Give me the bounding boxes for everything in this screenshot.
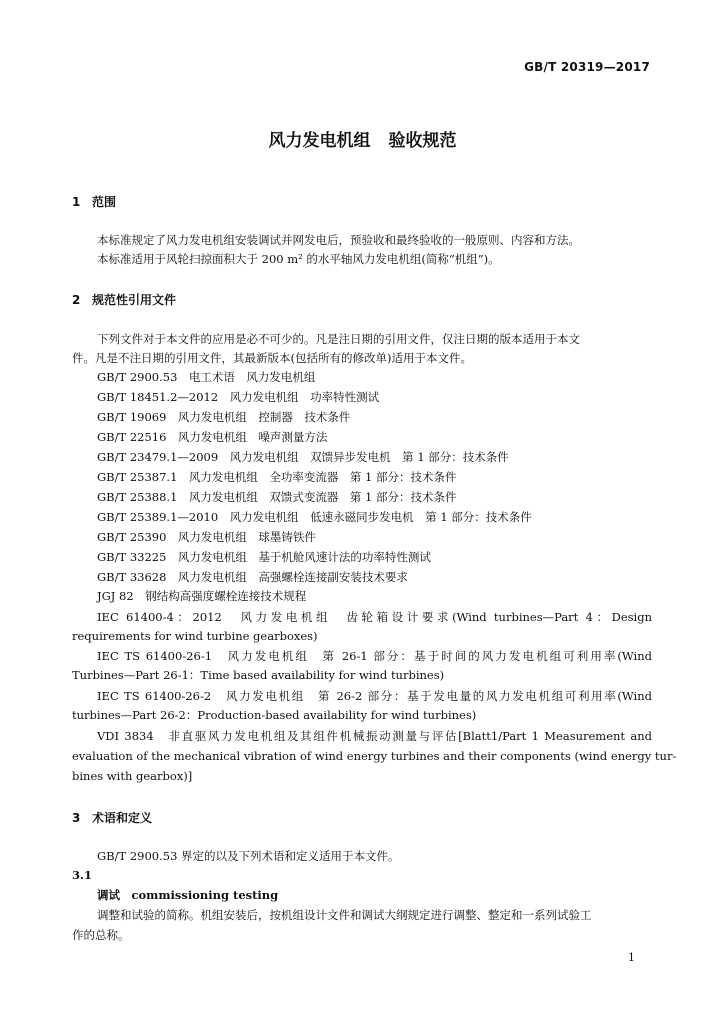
reference-item: GB/T 22516 风力发电机组 噪声测量方法 [97, 430, 328, 444]
scope-paragraph-1: 本标准规定了风力发电机组安装调试并网发电后，预验收和最终验收的一般原则、内容和方法。 [97, 233, 580, 247]
section-title: 术语和定义 [92, 811, 153, 825]
page-number: 1 [628, 951, 635, 964]
reference-item: GB/T 33225 风力发电机组 基于机舱风速计法的功率特性测试 [97, 550, 431, 564]
reference-item-iec-26-2-line-1: IEC TS 61400-26-2 风力发电机组 第 26-2 部分：基于发电量的风力发电机组可利用率(Wind [97, 689, 652, 703]
reference-item: GB/T 25389.1—2010 风力发电机组 低速永磁同步发电机 第 1 部分：技术条件 [97, 510, 532, 524]
reference-item: GB/T 33628 风力发电机组 高强螺栓连接副安装技术要求 [97, 570, 408, 584]
term-number: 3.1 [72, 868, 93, 882]
reference-item-iec-26-2-line-2: turbines—Part 26-2：Production-based availability for wind turbines) [72, 708, 477, 722]
refs-intro-line-2: 件。凡是不注日期的引用文件，其最新版本(包括所有的修改单)适用于本文件。 [72, 351, 472, 365]
reference-item-vdi-3834-line-2: evaluation of the mechanical vibration of wind energy turbines and their components (wind energy tur- [72, 749, 677, 763]
refs-intro-line-1: 下列文件对于本文件的应用是必不可少的。凡是注日期的引用文件，仅注日期的版本适用于本文 [97, 332, 580, 346]
section-2-heading [72, 291, 176, 308]
section-title: 范围 [92, 195, 117, 209]
reference-item-iec-26-1-line-2: Turbines—Part 26-1：Time based availability for wind turbines) [72, 668, 445, 682]
reference-item: GB/T 25390 风力发电机组 球墨铸铁件 [97, 530, 316, 544]
term-label: 调试 commissioning testing [97, 888, 279, 902]
reference-item: GB/T 23479.1—2009 风力发电机组 双馈异步发电机 第 1 部分：技术条件 [97, 450, 509, 464]
reference-item-vdi-3834-line-3: bines with gearbox)] [72, 769, 193, 783]
reference-item: GB/T 19069 风力发电机组 控制器 技术条件 [97, 410, 351, 424]
reference-item: GB/T 18451.2—2012 风力发电机组 功率特性测试 [97, 390, 380, 404]
term-definition-line-2: 作的总称。 [72, 928, 130, 942]
section-1-heading [72, 193, 116, 210]
terms-intro: GB/T 2900.53 界定的以及下列术语和定义适用于本文件。 [97, 849, 400, 863]
section-3-heading [72, 809, 152, 826]
reference-item-iec-61400-4-line-2: requirements for wind turbine gearboxes) [72, 629, 318, 643]
reference-item: GB/T 2900.53 电工术语 风力发电机组 [97, 370, 316, 384]
section-title: 规范性引用文件 [92, 293, 177, 307]
term-definition-line-1: 调整和试验的简称。机组安装后，按机组设计文件和调试大纲规定进行调整、整定和一系列试验工 [97, 908, 592, 922]
reference-item-vdi-3834-line-1: VDI 3834 非直驱风力发电机组及其组件机械振动测量与评估[Blatt1/Part 1 Measurement and [97, 729, 652, 743]
reference-item: GB/T 25387.1 风力发电机组 全功率变流器 第 1 部分：技术条件 [97, 470, 457, 484]
section-number: 1 [72, 195, 81, 209]
standard-code: GB/T 20319—2017 [524, 60, 650, 74]
scope-paragraph-2: 本标准适用于风轮扫掠面积大于 200 m² 的水平轴风力发电机组(简称“机组”)。 [97, 252, 500, 266]
reference-item-iec-26-1-line-1: IEC TS 61400-26-1 风力发电机组 第 26-1 部分：基于时间的风力发电机组可利用率(Wind [97, 649, 652, 663]
reference-item: GB/T 25388.1 风力发电机组 双馈式变流器 第 1 部分：技术条件 [97, 490, 457, 504]
reference-item-iec-61400-4-line-1: IEC 61400-4：2012 风力发电机组 齿轮箱设计要求(Wind turbines—Part 4：Design [97, 610, 652, 624]
document-title: 风力发电机组 验收规范 [268, 131, 457, 151]
reference-item: JGJ 82 钢结构高强度螺栓连接技术规程 [97, 589, 307, 603]
section-number: 2 [72, 293, 81, 307]
section-number: 3 [72, 811, 81, 825]
